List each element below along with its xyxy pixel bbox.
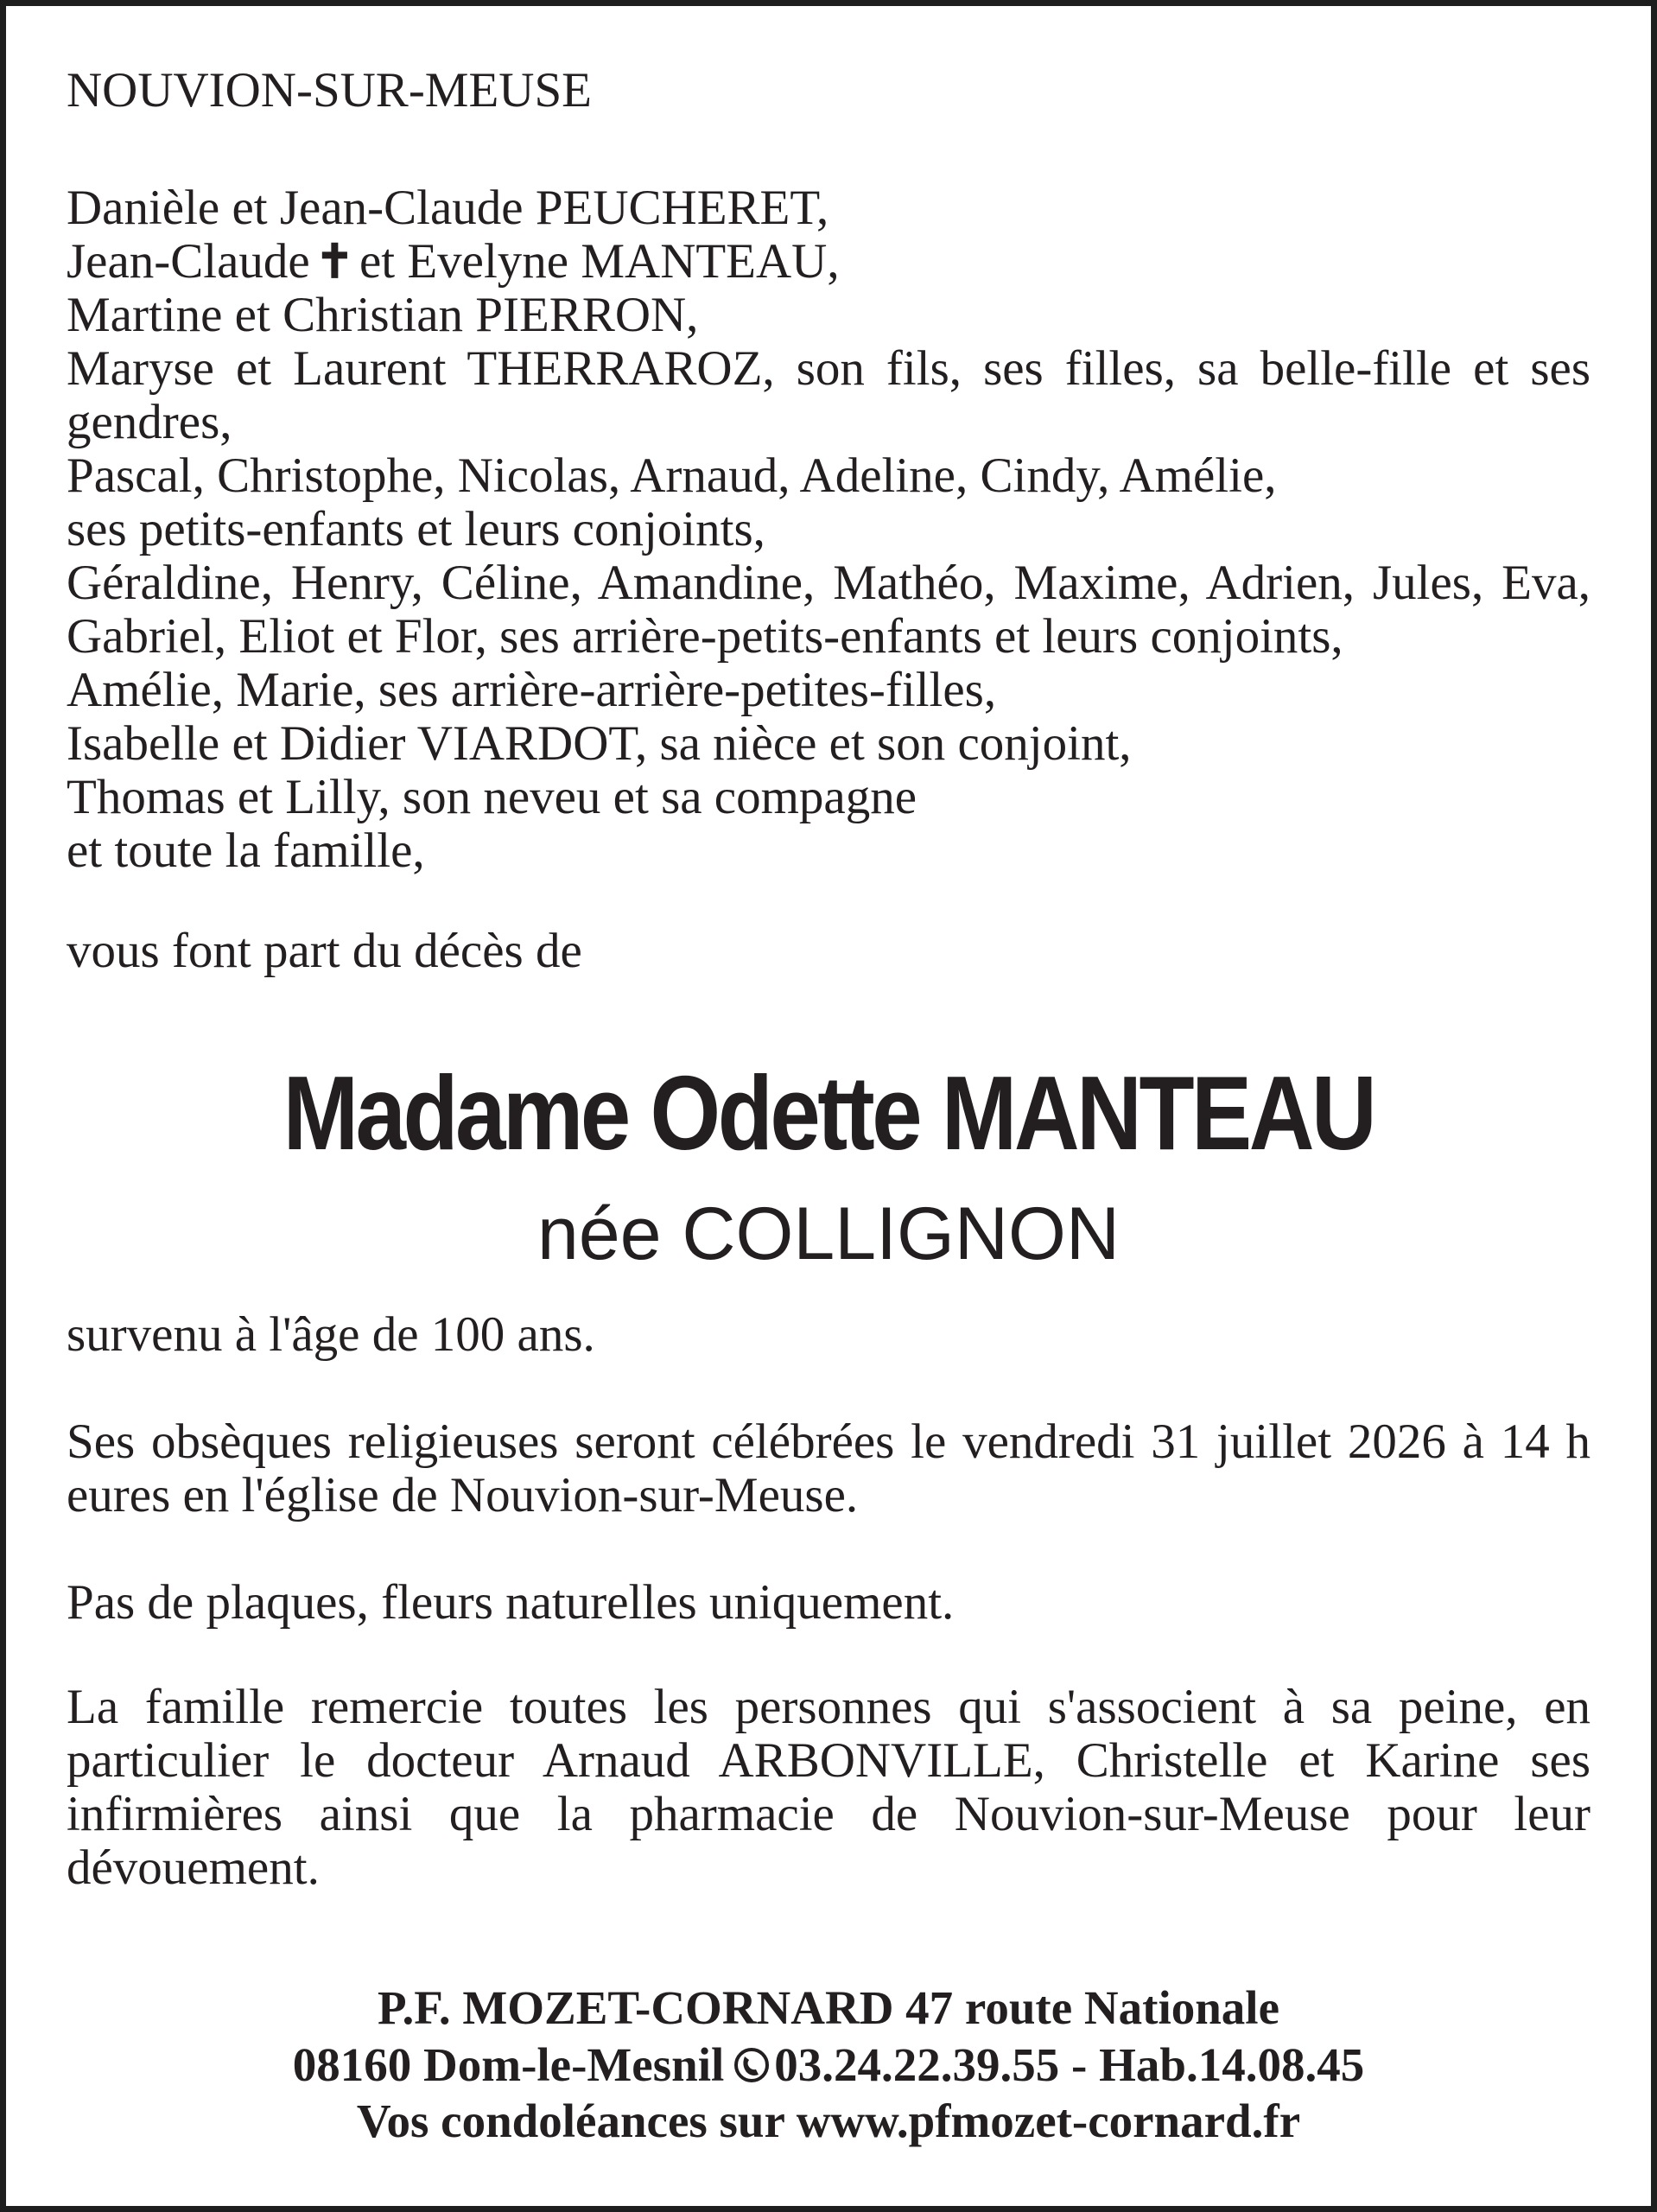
funeral-text: Ses obsèques religieuses seront célébrées le vendredi 31 juillet 2026 à 14 h eures en l'église de Nouvion-sur-Meuse. — [67, 1414, 1590, 1522]
family-line-1: Danièle et Jean-Claude PEUCHERET, — [67, 181, 829, 235]
maiden-name: née COLLIGNON — [537, 1192, 1120, 1275]
announcement-text: vous font part du décès de — [67, 924, 582, 978]
family-line-10: Thomas et Lilly, son neveu et sa compagne — [67, 770, 917, 824]
condolences-website: Vos condoléances sur www.pfmozet-cornard.fr — [356, 2094, 1301, 2147]
family-line-2 — [67, 235, 840, 289]
deceased-name: Madame Odette MANTEAU — [283, 1054, 1374, 1172]
family-line-11: et toute la famille, — [67, 823, 425, 878]
cross-icon: ✝ — [314, 236, 354, 288]
family-line-2-end: et Evelyne MANTEAU, — [359, 234, 840, 289]
family-line-8: Amélie, Marie, ses arrière-arrière-petites-filles, — [67, 663, 997, 717]
family-line-5: Pascal, Christophe, Nicolas, Arnaud, Adeline, Cindy, Amélie, — [67, 448, 1277, 503]
funeral-home-city: 08160 Dom-le-Mesnil — [292, 2038, 725, 2091]
family-line-4: Maryse et Laurent THERRAROZ, son fils, ses filles, sa belle-fille et ses gendres, — [67, 341, 1590, 449]
thanks-text: La famille remercie toutes les personnes qui s'associent à sa peine, en particulier le docteur Arnaud ARBONVILLE, Christelle et Karine ses infirmières ainsi que la pharmacie de Nouvion-sur-Meuse pour leur dévouement. — [67, 1680, 1590, 1895]
family-line-7: Géraldine, Henry, Céline, Amandine, Mathéo, Maxime, Adrien, Jules, Eva, Gabriel, Eliot et Flor, ses arrière-petits-enfants et leurs conjoints, — [67, 556, 1590, 664]
funeral-home-contact — [0, 2039, 1657, 2091]
age-text: survenu à l'âge de 100 ans. — [67, 1307, 595, 1362]
funeral-home-phones: 03.24.22.39.55 - Hab.14.08.45 — [774, 2038, 1365, 2091]
funeral-home-address: P.F. MOZET-CORNARD 47 route Nationale — [377, 1981, 1280, 2034]
telephone-icon — [733, 2043, 771, 2081]
family-line-3: Martine et Christian PIERRON, — [67, 288, 699, 342]
family-line-6: ses petits-enfants et leurs conjoints, — [67, 502, 765, 556]
family-line-9: Isabelle et Didier VIARDOT, sa nièce et son conjoint, — [67, 716, 1132, 771]
flowers-text: Pas de plaques, fleurs naturelles uniquement. — [67, 1575, 955, 1630]
location-heading: NOUVION-SUR-MEUSE — [67, 63, 592, 118]
family-line-2-start: Jean-Claude — [67, 234, 310, 289]
